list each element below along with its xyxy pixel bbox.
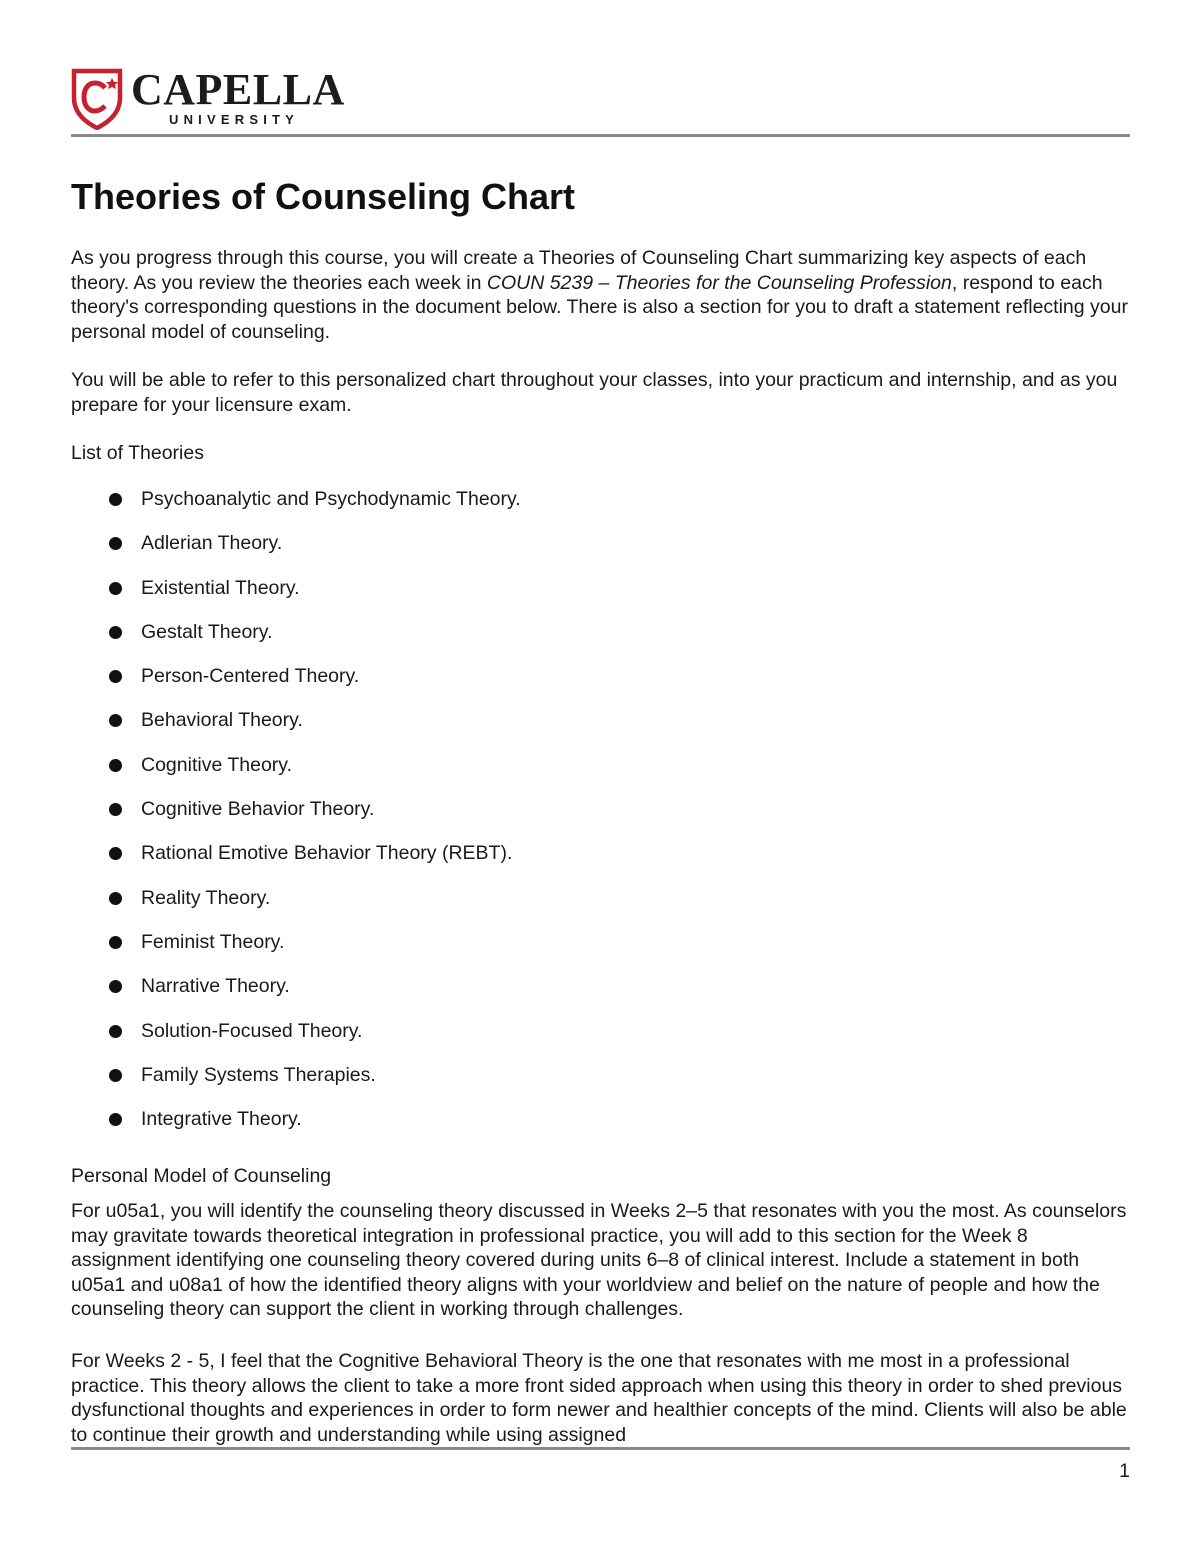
list-item (71, 707, 1130, 751)
intro-paragraph-1 (71, 246, 1130, 344)
capella-logo (71, 65, 371, 132)
theory-label: Reality Theory. (141, 886, 271, 909)
list-item (71, 885, 1130, 929)
theory-label: Solution-Focused Theory. (141, 1019, 363, 1042)
theory-label: Adlerian Theory. (141, 532, 283, 555)
bullet-icon (109, 847, 122, 860)
document-title: Theories of Counseling Chart (71, 176, 576, 217)
list-item (71, 1062, 1130, 1106)
intro-paragraph-2: You will be able to refer to this personalized chart throughout your classes, into your practicum and internship, and as you prepare for your licensure exam. (71, 369, 1118, 416)
capella-shield-icon (71, 68, 123, 130)
bullet-icon (109, 936, 122, 949)
bullet-icon (109, 582, 122, 595)
page-number: 1 (1119, 1460, 1130, 1482)
bullet-icon (109, 714, 122, 727)
bullet-icon (109, 670, 122, 683)
list-item (71, 973, 1130, 1017)
bullet-icon (109, 626, 122, 639)
personal-model-instructions: For u05a1, you will identify the counseling theory discussed in Weeks 2–5 that resonates with you the most. As counselors may gravitate towards theoretical integration in professional practice, you will add to this section for the Week 8 assignment identifying one counseling theory covered during units 6–8 of clinical interest. Include a statement in both u05a1 and u08a1 of how the identified theory aligns with your worldview and belief on the nature of people and how the counseling theory can support the client in working through challenges. (71, 1200, 1127, 1321)
bullet-icon (109, 493, 122, 506)
theory-label: Rational Emotive Behavior Theory (REBT). (141, 842, 513, 865)
bullet-icon (109, 537, 122, 550)
logo-wordmark: CAPELLA (131, 65, 345, 114)
theory-label: Behavioral Theory. (141, 709, 303, 732)
personal-model-heading: Personal Model of Counseling (71, 1165, 332, 1187)
list-item (71, 1018, 1130, 1062)
bullet-icon (109, 892, 122, 905)
bullet-icon (109, 1069, 122, 1082)
list-item (71, 619, 1130, 663)
theory-label: Narrative Theory. (141, 975, 290, 998)
list-item (71, 575, 1130, 619)
document-page (71, 0, 1130, 1553)
logo-subtitle: UNIVERSITY (169, 112, 300, 127)
bullet-icon (109, 803, 122, 816)
list-item (71, 1106, 1130, 1150)
list-item (71, 486, 1130, 530)
list-of-theories-heading: List of Theories (71, 442, 204, 464)
bullet-icon (109, 1113, 122, 1126)
header-divider (71, 134, 1130, 137)
bullet-icon (109, 759, 122, 772)
list-item (71, 752, 1130, 796)
personal-model-response: For Weeks 2 - 5, I feel that the Cognitive Behavioral Theory is the one that resonates with me most in a professional practice. This theory allows the client to take a more front sided approach when using this theory in order to shed previous dysfunctional thoughts and experiences in order to form newer and healthier concepts of the mind. Clients will also be able to continue their growth and understanding while using assigned (71, 1350, 1127, 1446)
list-item (71, 796, 1130, 840)
theory-label: Feminist Theory. (141, 930, 285, 953)
bullet-icon (109, 1025, 122, 1038)
theory-label: Cognitive Theory. (141, 753, 293, 776)
theory-label: Cognitive Behavior Theory. (141, 798, 375, 821)
theory-label: Integrative Theory. (141, 1108, 302, 1131)
theory-label: Existential Theory. (141, 576, 300, 599)
theory-label: Gestalt Theory. (141, 620, 273, 643)
intro-text-b: , respond to each theory's corresponding questions in the document below. There is also a section for you to draft a statement reflecting your personal model of counseling. (71, 271, 1128, 343)
theory-list (71, 486, 1130, 1150)
intro-text-a: As you progress through this course, you will create a Theories of Counseling Chart summarizing key aspects of each theory. As you review the theories each week in (71, 247, 1087, 294)
theory-label: Family Systems Therapies. (141, 1063, 376, 1086)
bullet-icon (109, 980, 122, 993)
list-item (71, 530, 1130, 574)
list-item (71, 663, 1130, 707)
list-item (71, 929, 1130, 973)
course-name: COUN 5239 – Theories for the Counseling Profession (486, 271, 952, 294)
list-item (71, 840, 1130, 884)
theory-label: Person-Centered Theory. (141, 665, 360, 688)
theory-label: Psychoanalytic and Psychodynamic Theory. (141, 488, 521, 510)
footer-divider (71, 1447, 1130, 1450)
